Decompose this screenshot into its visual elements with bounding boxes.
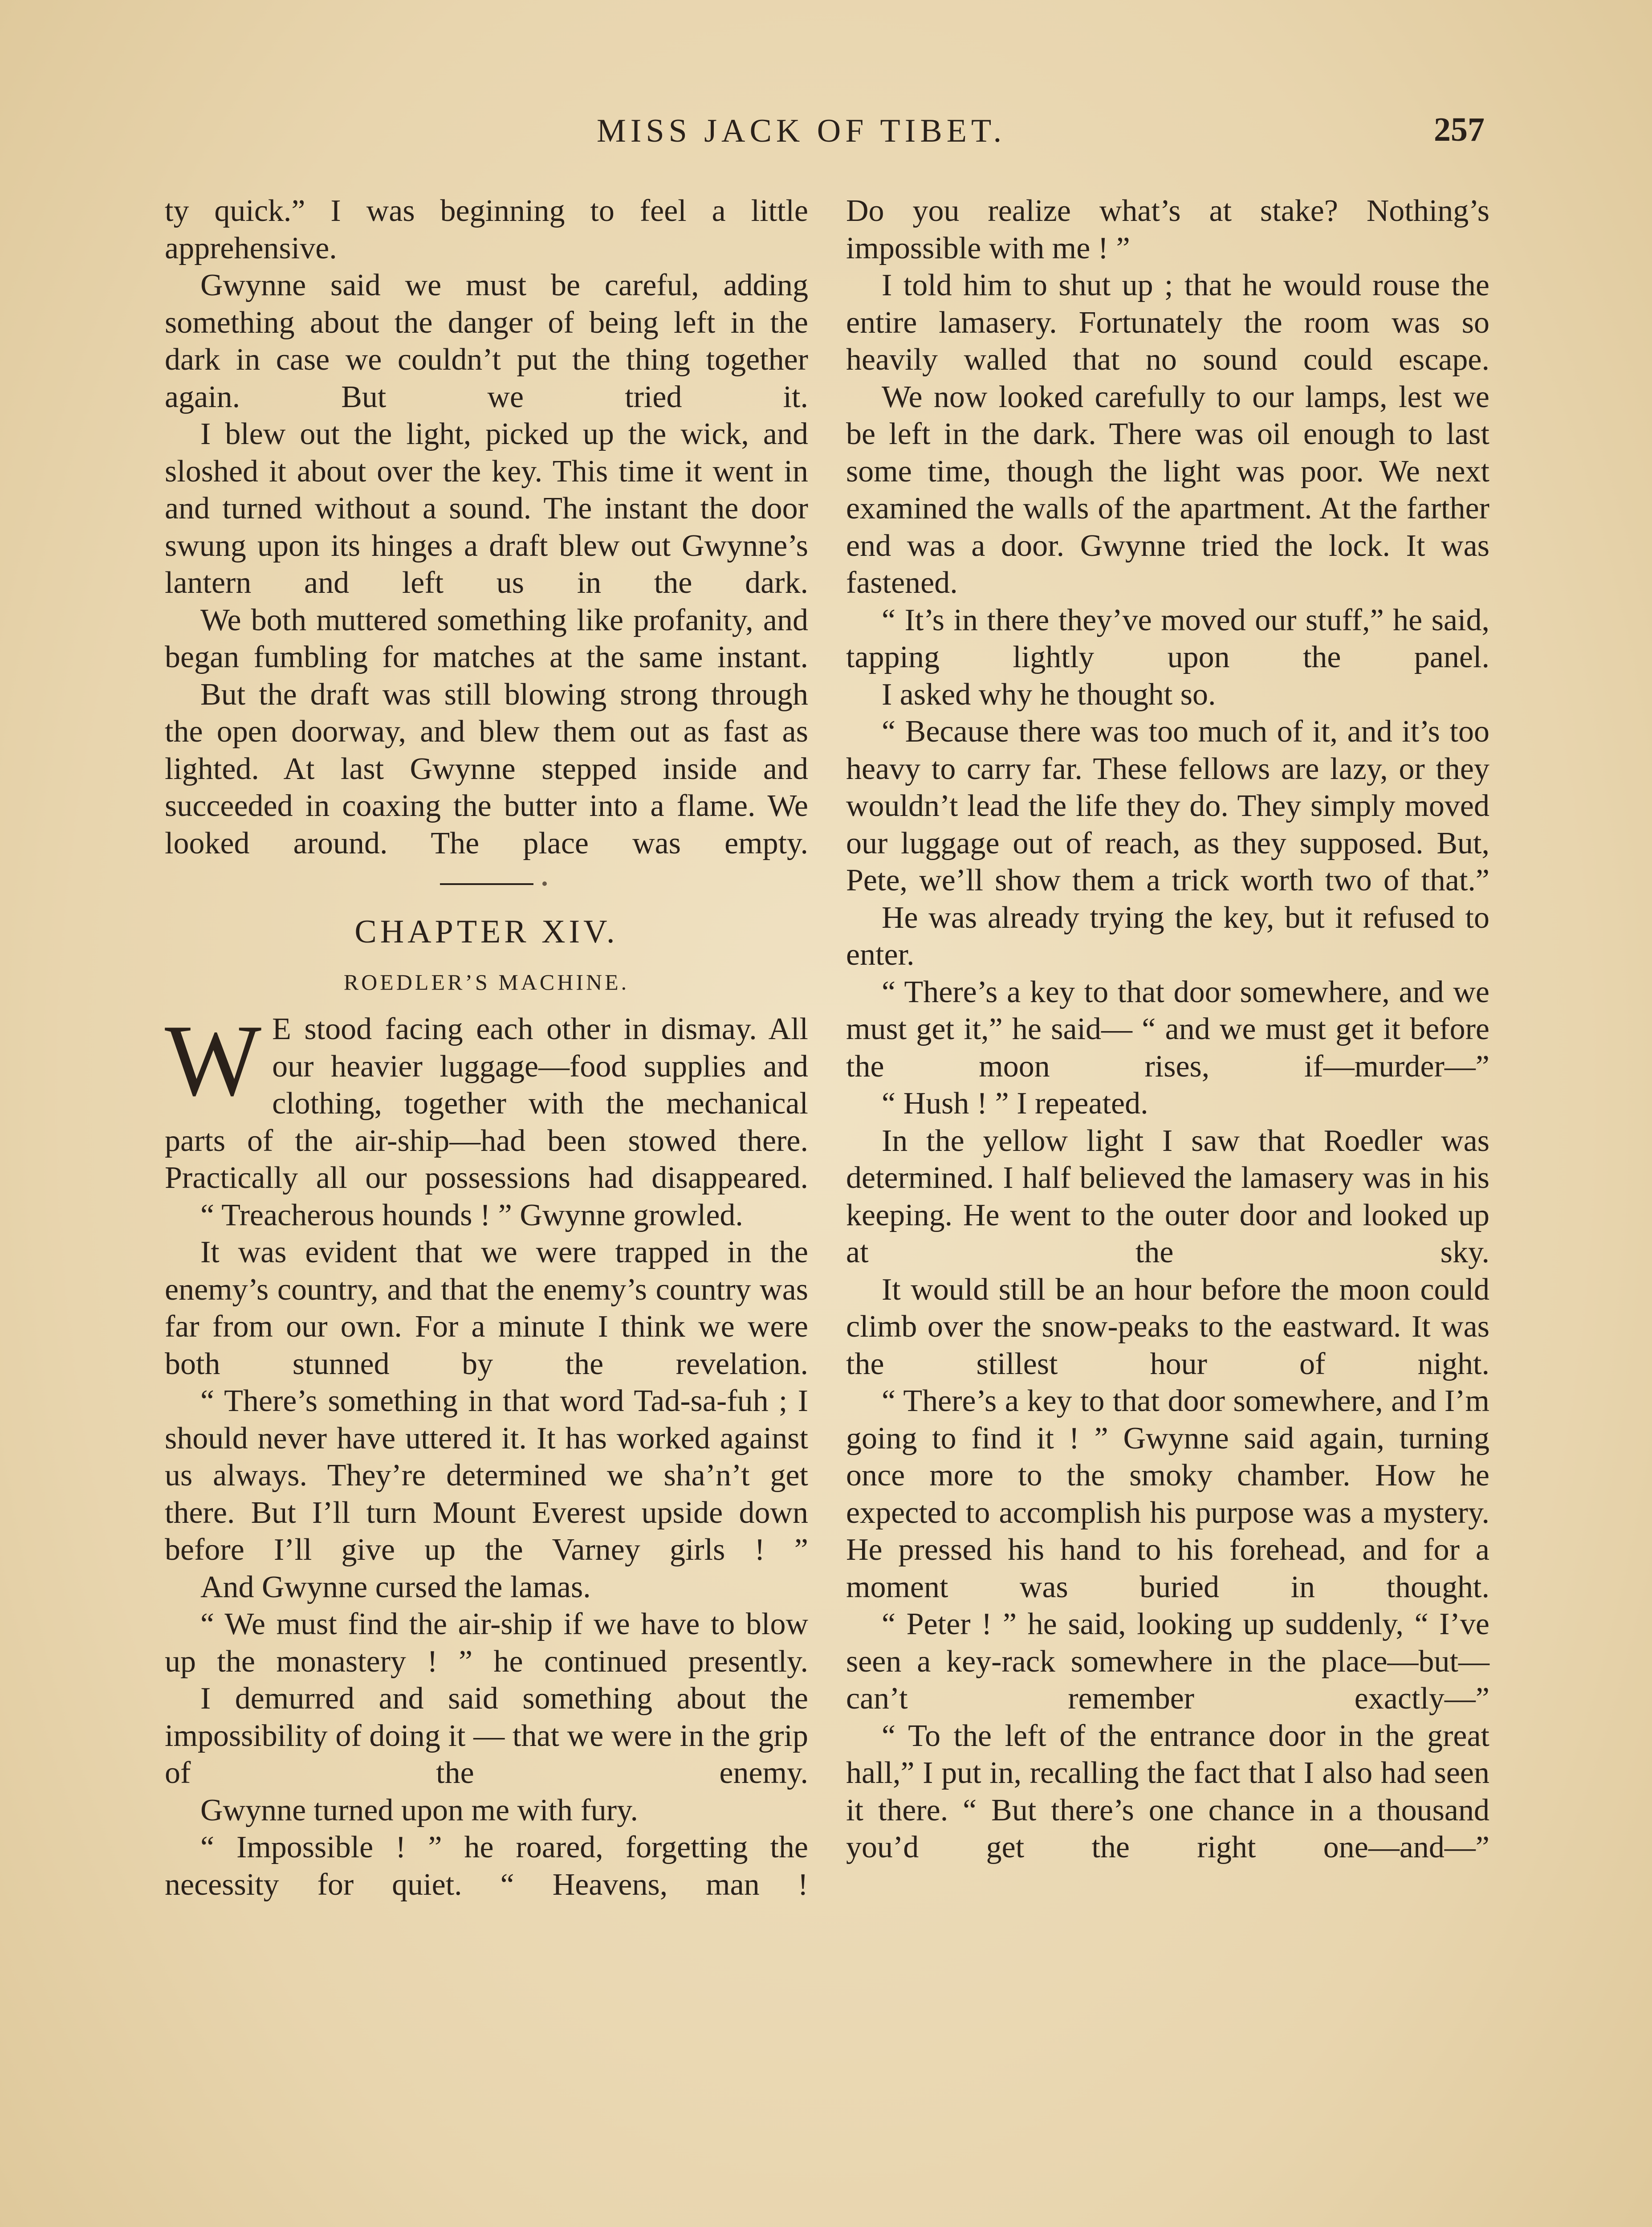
paragraph: Gwynne said we must be careful, adding something about the danger of being left in the dark in case we couldn’t put the thing together again. But we tried it. — [165, 268, 808, 414]
opening-text: E stood facing each other in dismay. All our heavier luggage—food supplies and clothing, together with the mechanical parts of the air-ship—had been stowed there. Practically all our possessions had disappeared. — [165, 1012, 808, 1195]
paragraph: I demurred and said something about the impossibility of doing it — that we were in the grip of the enemy. — [165, 1681, 808, 1790]
paragraph: “ There’s something in that word Tad-sa-fuh ; I should never have uttered it. It has worked against us always. They’re determined we sha’n’t get there. But I’ll turn Mount Everest upside down before I’ll give up the Varney girls ! ” — [165, 1384, 808, 1567]
paragraph: I asked why he thought so. — [882, 677, 1216, 712]
paragraph: “ Peter ! ” he said, looking up suddenly, “ I’ve seen a key-rack somewhere in the place—but—can’t remember exactly—” — [846, 1607, 1489, 1716]
paragraph: I told him to shut up ; that he would rouse the entire lamasery. Fortunately the room was so heavily walled that no sound could escape. — [846, 268, 1489, 377]
paragraph: “ It’s in there they’ve moved our stuff,” he said, tapping lightly upon the panel. — [846, 603, 1489, 674]
paragraph: “ Because there was too much of it, and it’s too heavy to carry far. These fellows are lazy, or they wouldn’t lead the life they do. They simply moved our luggage out of reach, as they supposed. But, Pete, we’ll show them a trick worth two of that.” — [846, 714, 1489, 897]
paragraph: It was evident that we were trapped in the enemy’s country, and that the enemy’s country was far from our own. For a minute I think we were both stunned by the revelation. — [165, 1235, 808, 1381]
paragraph: “ Treacherous hounds ! ” Gwynne growled. — [200, 1198, 743, 1232]
opening-paragraph — [165, 1003, 808, 1197]
paragraph: Do you realize what’s at stake? Nothing’s impossible with me ! ” — [846, 194, 1489, 265]
paragraph: “ To the left of the entrance door in the great hall,” I put in, recalling the fact that I also had seen it there. “ But there’s one chance in a thousand you’d get the right one—and—” — [846, 1718, 1489, 1864]
paragraph: We now looked carefully to our lamps, lest we be left in the dark. There was oil enough to last some time, though the light was poor. We next examined the walls of the apartment. At the farther end was a door. Gwynne tried the lock. It was fastened. — [846, 379, 1489, 600]
drop-cap: W — [165, 1003, 262, 1117]
paragraph: And Gwynne cursed the lamas. — [200, 1570, 591, 1604]
paragraph: I blew out the light, picked up the wick, and sloshed it about over the key. This time it went in and turned without a sound. The instant the door swung upon its hinges a draft blew out Gwynne’s lantern and left us in the dark. — [165, 417, 808, 600]
paragraph: “ We must find the air-ship if we have to blow up the monastery ! ” he continued presently. — [165, 1607, 808, 1679]
paragraph: “ There’s a key to that door somewhere, and we must get it,” he said— “ and we must get it before the moon rises, if—murder—” — [846, 975, 1489, 1084]
page-number: 257 — [1434, 111, 1485, 148]
paragraph: We both muttered something like profanity, and began fumbling for matches at the same instant. — [165, 603, 808, 674]
paragraph: In the yellow light I saw that Roedler was determined. I half believed the lamasery was in his keeping. He went to the outer door and looked up at the sky. — [846, 1123, 1489, 1269]
paragraph: He was already trying the key, but it refused to enter. — [846, 900, 1489, 972]
paragraph: Gwynne turned upon me with fury. — [200, 1793, 639, 1827]
paragraph: But the draft was still blowing strong through the open doorway, and blew them out as fast as lighted. At last Gwynne stepped inside and succeeded in coaxing the butter into a flame. We looked around. The place was empty. — [165, 677, 808, 861]
right-column — [846, 192, 1489, 1866]
paragraph: “ There’s a key to that door somewhere, and I’m going to find it ! ” Gwynne said again, turning once more to the smoky chamber. How he expected to accomplish his purpose was a mystery. He pressed his hand to his forehead, and for a moment was buried in thought. — [846, 1384, 1489, 1604]
section-divider — [440, 883, 533, 885]
paragraph: It would still be an hour before the moon could climb over the snow-peaks to the eastward. It was the stillest hour of night. — [846, 1272, 1489, 1381]
running-title: MISS JACK OF TIBET. — [597, 113, 1006, 149]
paragraph: ty quick.” I was beginning to feel a little apprehensive. — [165, 194, 808, 265]
chapter-subtitle: ROEDLER’S MACHINE. — [343, 970, 630, 995]
left-column — [165, 192, 808, 1903]
chapter-title: CHAPTER XIV. — [354, 914, 618, 950]
paragraph: “ Hush ! ” I repeated. — [882, 1086, 1148, 1121]
paragraph: “ Impossible ! ” he roared, forgetting the necessity for quiet. “ Heavens, man ! — [165, 1830, 808, 1902]
